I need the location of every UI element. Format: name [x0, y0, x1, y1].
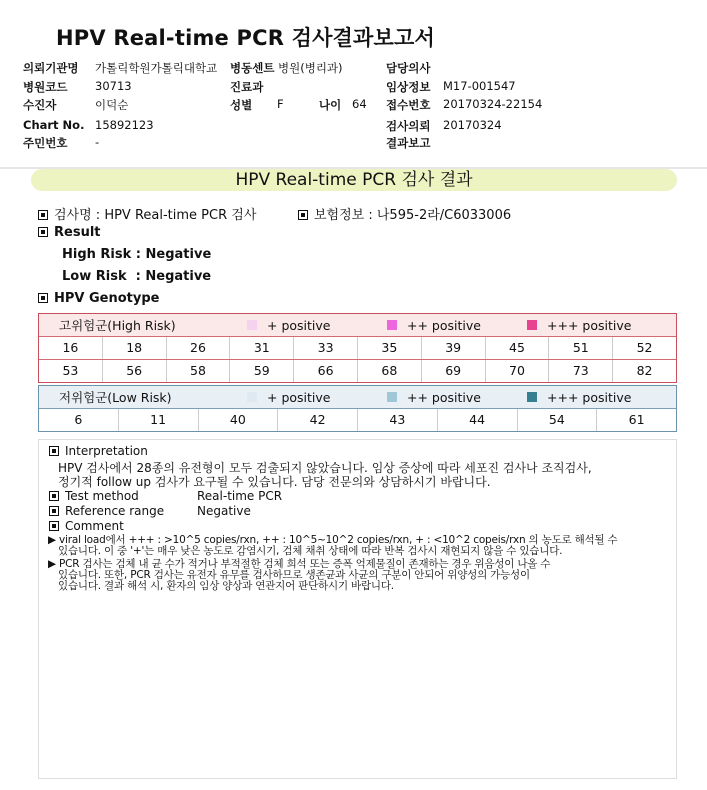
genotype-cell: 53: [62, 363, 79, 378]
genotype-cell: 11: [118, 409, 198, 431]
high-risk-table: [38, 313, 677, 383]
department-label: 진료과: [230, 80, 264, 94]
receipt-no-value: 20170324-22154: [443, 97, 543, 111]
report-title: HPV Real-time PCR 검사결과보고서: [56, 26, 435, 50]
interpretation-box: [38, 439, 677, 779]
comment-label: [49, 519, 124, 533]
test-name-text: 검사명 : HPV Real-time PCR 검사: [54, 208, 257, 223]
bullet-icon: [49, 506, 59, 516]
institution-label: 의뢰기관명: [23, 61, 79, 75]
legend-plus-plus-plus-label: +++ positive: [547, 317, 632, 333]
high-risk-label: 고위험군(High Risk): [59, 318, 176, 333]
table-row: [39, 408, 676, 431]
age-value: 64: [352, 97, 367, 111]
interpretation-heading-text: Interpretation: [65, 444, 148, 458]
reference-range-label-text: Reference range: [65, 504, 165, 518]
legend-plus: [247, 386, 330, 408]
bullet-icon: [38, 210, 48, 220]
legend-swatch-plus: [247, 320, 257, 330]
legend-plus-label: + positive: [267, 317, 331, 333]
institution-value: 가톨릭학원가톨릭대학교: [95, 61, 218, 75]
genotype-cell: 70: [485, 360, 549, 382]
result-heading: [38, 225, 101, 240]
insurance-text: 보험정보 : 나595-2라/C6033006: [314, 208, 512, 223]
legend-swatch-plus-plus: [387, 392, 397, 402]
report-date-label: 결과보고: [386, 136, 431, 150]
legend-plus-plus-plus: [527, 386, 631, 408]
resident-no-value: -: [95, 135, 100, 149]
sex-label: 성별: [230, 98, 253, 112]
comment-line: 있습니다. 또한, PCR 검사는 유전자 유무를 검사하므로 생존균과 사균의 구분이 안되어 위양성의 가능성이: [58, 569, 530, 581]
receipt-no-label: 접수번호: [386, 98, 431, 112]
bullet-icon: [49, 446, 59, 456]
genotype-cell: 52: [612, 337, 676, 359]
legend-swatch-plus-plus-plus: [527, 320, 537, 330]
genotype-cell: 33: [293, 337, 357, 359]
legend-plus: [247, 314, 330, 336]
test-name: [38, 204, 256, 223]
genotype-cell: 82: [612, 360, 676, 382]
table-row: [39, 359, 676, 382]
bullet-icon: [38, 293, 48, 303]
low-risk-table: [38, 385, 677, 432]
interpretation-line-2: 정기적 follow up 검사가 요구될 수 있습니다. 담당 전문의와 상담하시기 바랍니다.: [58, 475, 491, 489]
genotype-heading: [38, 291, 159, 306]
bullet-icon: [49, 491, 59, 501]
low-risk-label: 저위험군(Low Risk): [59, 390, 172, 405]
chart-no-value: 15892123: [95, 118, 154, 132]
genotype-cell: 45: [485, 337, 549, 359]
clinical-info-value: M17-001547: [443, 79, 516, 93]
legend-plus-plus: [387, 314, 481, 336]
genotype-cell: 18: [102, 337, 166, 359]
ward-label: 병동센트: [230, 61, 275, 75]
comment-line: ▶ PCR 검사는 검체 내 균 수가 적거나 부적절한 검체 희석 또는 증폭 억제물질이 존재하는 경우 위음성이 나올 수: [48, 558, 551, 570]
high-risk-header: [39, 314, 676, 336]
clinical-info-label: 임상정보: [386, 80, 431, 94]
genotype-cell: 43: [357, 409, 437, 431]
result-heading-text: Result: [54, 225, 101, 240]
doctor-label: 담당의사: [386, 61, 431, 75]
genotype-cell: 56: [102, 360, 166, 382]
legend-swatch-plus: [247, 392, 257, 402]
hospital-code-label: 병원코드: [23, 80, 68, 94]
genotype-cell: 26: [166, 337, 230, 359]
patient-value: 이덕순: [95, 98, 129, 112]
low-risk-result: Low Risk : Negative: [62, 269, 212, 284]
legend-plus-plus-plus-label: +++ positive: [547, 389, 632, 405]
legend-swatch-plus-plus: [387, 320, 397, 330]
test-method-value: Real-time PCR: [197, 489, 283, 503]
reference-range-value: Negative: [197, 504, 251, 518]
legend-swatch-plus-plus-plus: [527, 392, 537, 402]
genotype-cell: 16: [62, 340, 79, 355]
genotype-cell: 73: [548, 360, 612, 382]
chart-no-label: Chart No.: [23, 118, 85, 132]
insurance-info: [298, 204, 511, 223]
sex-value: F: [277, 97, 284, 111]
genotype-cell: 44: [437, 409, 517, 431]
genotype-cell: 40: [198, 409, 278, 431]
request-date-label: 검사의뢰: [386, 119, 431, 133]
genotype-cell: 42: [277, 409, 357, 431]
high-risk-result: High Risk : Negative: [62, 247, 212, 262]
genotype-cell: 39: [421, 337, 485, 359]
interpretation-line-1: HPV 검사에서 28종의 유전형이 모두 검출되지 않았습니다. 임상 증상에 따라 세포진 검사나 조직검사,: [58, 461, 592, 475]
genotype-heading-text: HPV Genotype: [54, 291, 160, 306]
test-method-label: [49, 489, 139, 503]
hospital-code-value: 30713: [95, 79, 132, 93]
result-banner: HPV Real-time PCR 검사 결과: [31, 169, 677, 191]
legend-plus-label: + positive: [267, 389, 331, 405]
genotype-cell: 51: [548, 337, 612, 359]
interpretation-heading: [49, 444, 148, 458]
genotype-cell: 59: [229, 360, 293, 382]
legend-plus-plus-plus: [527, 314, 631, 336]
legend-plus-plus-label: ++ positive: [407, 389, 481, 405]
bullet-icon: [49, 521, 59, 531]
comment-line: 있습니다. 결과 해석 시, 환자의 임상 양상과 연관지어 판단하시기 바랍니다.: [58, 580, 394, 592]
genotype-cell: 35: [357, 337, 421, 359]
age-label: 나이: [319, 98, 342, 112]
bullet-icon: [38, 227, 48, 237]
request-date-value: 20170324: [443, 118, 502, 132]
genotype-cell: 69: [421, 360, 485, 382]
patient-label: 수진자: [23, 98, 57, 112]
ward-value: 병원(병리과): [278, 61, 343, 75]
test-method-label-text: Test method: [65, 489, 139, 503]
legend-plus-plus-label: ++ positive: [407, 317, 481, 333]
genotype-cell: 31: [229, 337, 293, 359]
low-risk-header: [39, 386, 676, 408]
comment-label-text: Comment: [65, 519, 124, 533]
genotype-cell: 66: [293, 360, 357, 382]
comment-line: ▶ viral load에서 +++ : >10^5 copies/rxn, ++ : 10^5~10^2 copies/rxn, + : <10^2 copeis/rxn 의 농도로 해석될 수: [48, 534, 618, 546]
genotype-cell: 68: [357, 360, 421, 382]
reference-range-label: [49, 504, 164, 518]
resident-no-label: 주민번호: [23, 136, 68, 150]
genotype-cell: 61: [596, 409, 676, 431]
legend-plus-plus: [387, 386, 481, 408]
bullet-icon: [298, 210, 308, 220]
genotype-cell: 58: [166, 360, 230, 382]
genotype-cell: 54: [517, 409, 597, 431]
genotype-cell: 6: [74, 412, 83, 427]
table-row: [39, 336, 676, 359]
comment-line: 있습니다. 이 중 '+'는 매우 낮은 농도로 감염시기, 검체 채취 상태에 따라 반복 검사시 재현되지 않을 수 있습니다.: [58, 545, 563, 557]
